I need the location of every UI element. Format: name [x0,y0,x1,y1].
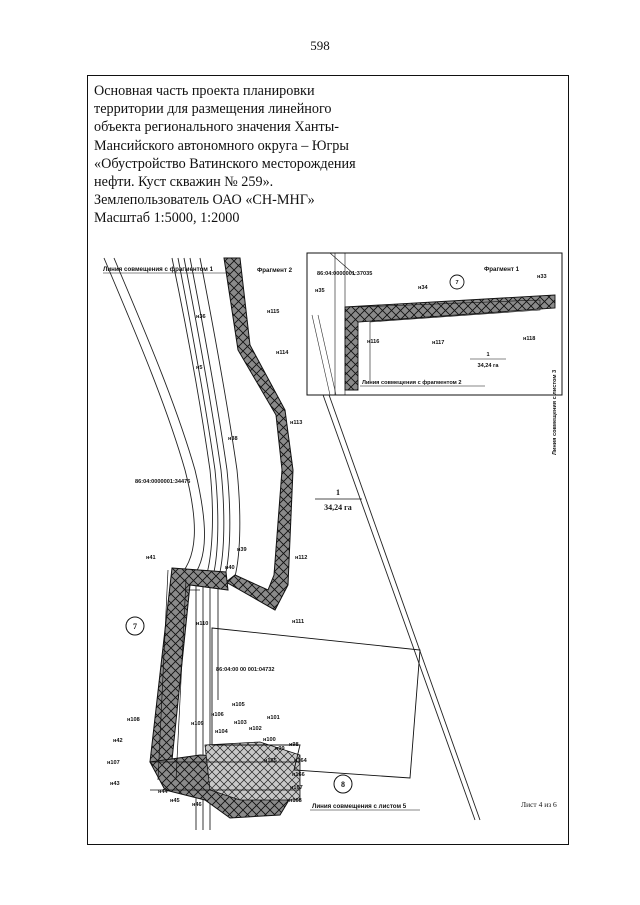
point-n103: н103 [234,720,247,726]
inset-parcel-label: 86:04:0000001:37035 [317,271,373,277]
point-n102: н102 [249,726,262,732]
line-sheet-5-label: Линия совмещения с листом 5 [312,803,407,810]
line-fragment-1-label: Линия совмещения с фрагментом 1 [103,266,214,273]
point-n110: н110 [196,621,209,627]
point-n45: н45 [170,798,180,804]
title-line: Землепользователь ОАО «СН-МНГ» [94,192,315,209]
svg-text:1: 1 [336,488,340,497]
point-n166: н166 [292,772,305,778]
point-n39: н39 [237,547,247,553]
point-n34: н34 [418,285,428,291]
line-fragment-2-label: Линия совмещения с фрагментом 2 [362,380,462,386]
svg-text:7: 7 [455,280,459,286]
point-n109: н109 [191,721,204,727]
fragment-2-label: Фрагмент 2 [257,267,293,274]
svg-text:34,24 га: 34,24 га [324,503,352,512]
point-n164: н164 [294,758,307,764]
svg-text:34,24 га: 34,24 га [477,363,499,369]
point-n43: н43 [110,781,120,787]
point-n36: н36 [196,314,206,320]
point-n38: н38 [228,436,238,442]
point-n101: н101 [267,715,280,721]
point-n99: н99 [275,746,285,752]
pad-area [205,742,300,800]
point-n112: н112 [295,555,308,561]
title-line: Масштаб 1:5000, 1:2000 [94,210,240,227]
point-n118: н118 [523,336,536,342]
point-n114: н114 [276,350,289,356]
point-n33: н33 [537,274,547,280]
corridor-upper [224,258,293,610]
marker-circle-8 [334,775,352,793]
point-n40: н40 [225,565,235,571]
point-n35: н35 [315,288,325,294]
point-n111: н111 [292,619,305,625]
title-line: объекта регионального значения Ханты- [94,119,339,136]
point-n116: н116 [367,339,380,345]
title-line: территории для размещения линейного [94,101,332,118]
point-n108: н108 [127,717,140,723]
fragment-1-label: Фрагмент 1 [484,266,520,273]
title-line: Мансийского автономного округа – Югры [94,137,349,154]
parcel-lower-label: 86:04:00 00 001:04732 [216,667,275,673]
title-line: Основная часть проекта планировки [94,83,315,99]
point-n115: н115 [267,309,280,315]
point-n165: н165 [264,758,277,764]
point-n42: н42 [113,738,123,744]
svg-text:8: 8 [341,780,345,789]
inset-marker-circle-7 [450,275,464,289]
point-n5: н5 [196,365,203,371]
point-n98: н98 [289,742,299,748]
point-n168: н168 [289,798,302,804]
page-number: 598 [310,38,330,53]
svg-text:7: 7 [133,622,137,631]
title-line: «Обустройство Ватинского месторождения [94,155,356,172]
area-label [315,488,362,512]
point-n117: н117 [432,340,445,346]
point-n167: н167 [290,785,303,791]
point-n46: н46 [192,802,202,808]
point-n100: н100 [263,737,276,743]
point-n44: н44 [158,789,168,795]
sheet-label: Лист 4 из 6 [521,800,557,809]
point-n106: н106 [211,712,224,718]
point-n104: н104 [215,729,228,735]
point-n105: н105 [232,702,245,708]
title-line: нефти. Куст скважин № 259». [94,174,274,191]
line-sheet-3-label: Линия совмещения с листом 3 [552,369,558,455]
marker-circle-7 [126,617,144,635]
point-n107: н107 [107,760,120,766]
point-n41: н41 [146,555,156,561]
parcel-main-label: 86:04:0000001:34476 [135,479,191,485]
svg-text:1: 1 [486,352,490,358]
point-n113: н113 [290,420,303,426]
